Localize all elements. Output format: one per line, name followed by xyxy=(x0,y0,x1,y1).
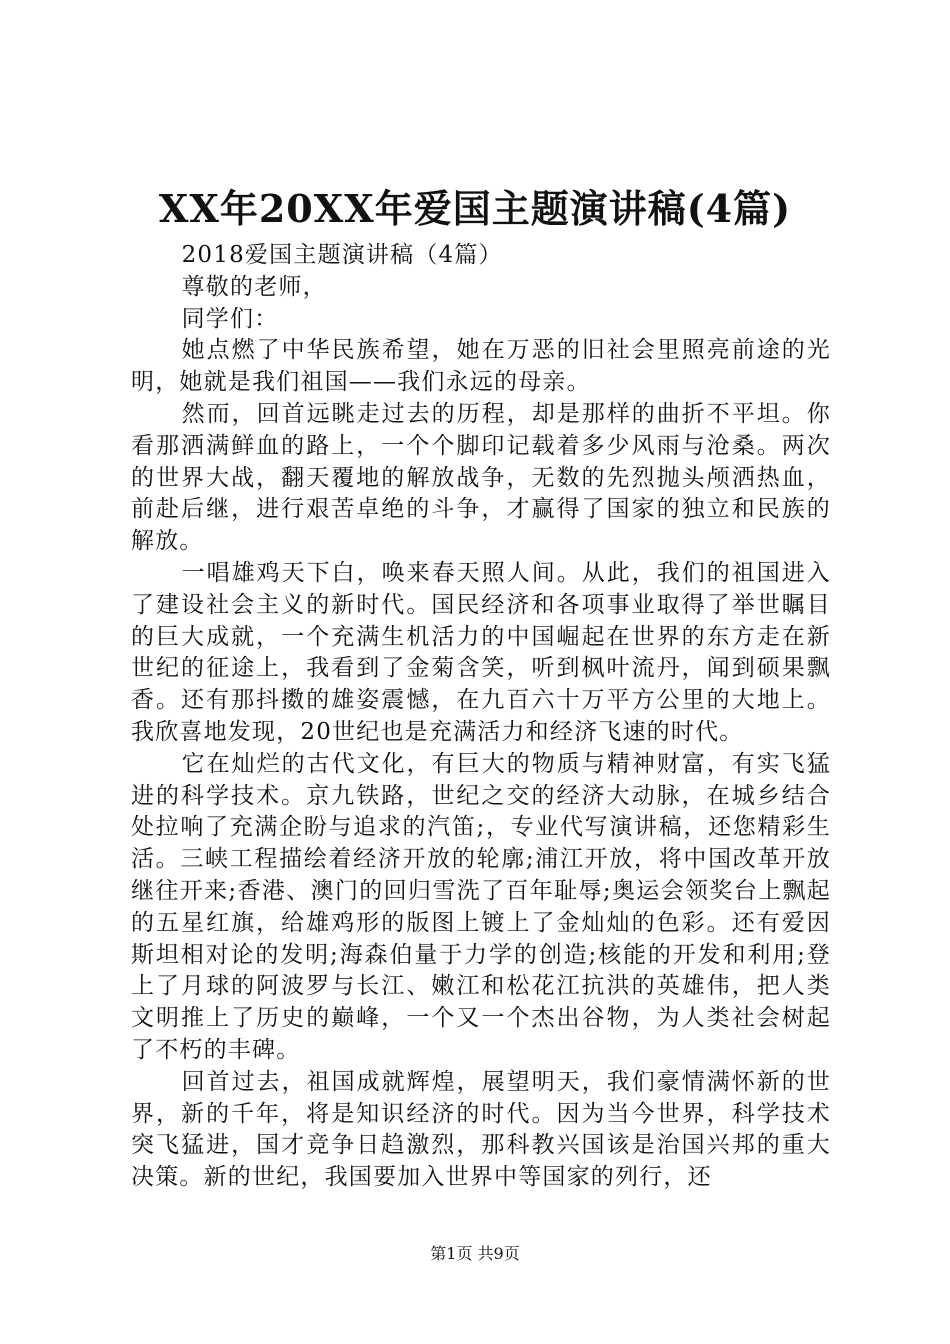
body-paragraph: 回首过去，祖国成就辉煌，展望明天，我们豪情满怀新的世界，新的千年，将是知识经济的时代。因为当今世界，科学技术突飞猛进，国才竞争日趋激烈，那科教兴国该是治国兴邦的重大决策。新的世纪，我国要加入世界中等国家的列行，还 xyxy=(131,1068,831,1191)
body-paragraph: 然而，回首远眺走过去的历程，却是那样的曲折不平坦。你看那洒满鲜血的路上，一个个脚印记载着多少风雨与沧桑。两次的世界大战，翻天覆地的解放战争，无数的先烈抛头颅洒热血，前赴后继，进行艰苦卓绝的斗争，才赢得了国家的独立和民族的解放。 xyxy=(131,400,831,555)
body-paragraph: 它在灿烂的古代文化，有巨大的物质与精神财富，有实飞猛进的科学技术。京九铁路，世纪之交的经济大动脉，在城乡结合处拉响了充满企盼与追求的汽笛;，专业代写演讲稿，还您精彩生活。三峡工程描绘着经济开放的轮廓;浦江开放，将中国改革开放继往开来;香港、澳门的回归雪洗了百年耻辱;奥运会领奖台上飘起的五星红旗，给雄鸡形的版图上镀上了金灿灿的色彩。还有爱因斯坦相对论的发明;海森伯量于力学的创造;核能的开发和利用;登上了月球的阿波罗与长江、嫩江和松花江抗洪的英雄伟，把人类文明推上了历史的巅峰，一个又一个杰出谷物，为人类社会树起了不朽的丰碑。 xyxy=(131,750,831,1063)
salutation-teachers: 尊敬的老师， xyxy=(181,273,327,300)
page-number-footer: 第1页 共9页 xyxy=(430,1244,520,1263)
document-body xyxy=(131,240,831,1194)
salutation-students: 同学们： xyxy=(181,305,279,332)
body-paragraph: 她点燃了中华民族希望，她在万恶的旧社会里照亮前途的光明，她就是我们祖国——我们永远的母亲。 xyxy=(131,337,831,396)
body-paragraph: 一唱雄鸡天下白，唤来春天照人间。从此，我们的祖国进入了建设社会主义的新时代。国民经济和各项事业取得了举世瞩目的巨大成就，一个充满生机活力的中国崛起在世界的东方走在新世纪的征途上，我看到了金菊含笑，听到枫叶流丹，闻到硕果飘香。还有那抖擞的雄姿震憾，在九百六十万平方公里的大地上。我欣喜地发现，20世纪也是充满活力和经济飞速的时代。 xyxy=(131,559,831,745)
subtitle-paragraph: 2018爱国主题演讲稿（4篇） xyxy=(181,242,503,268)
document-title: XX年20XX年爱国主题演讲稿(4篇) xyxy=(158,186,792,231)
